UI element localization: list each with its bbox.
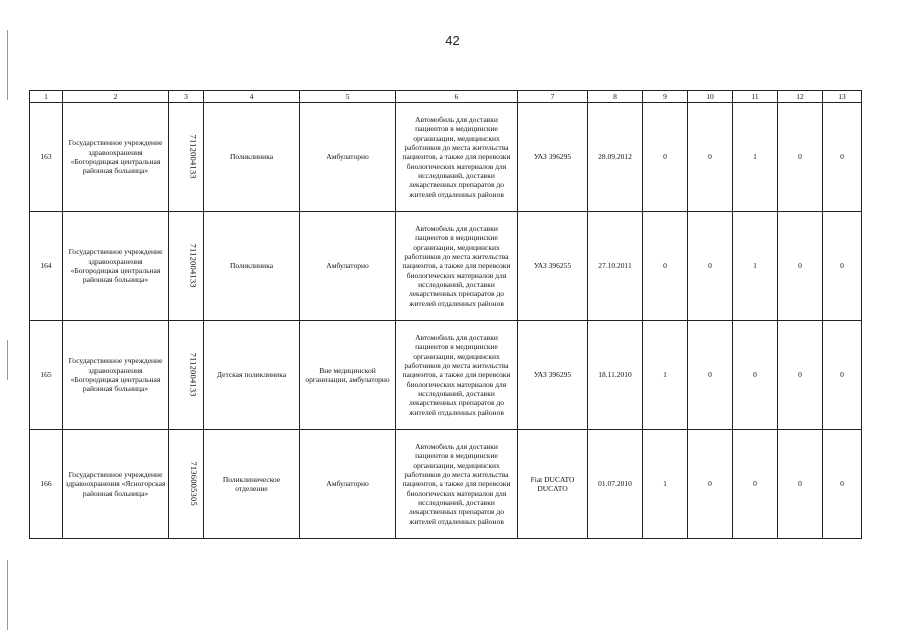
vehicle-model: Fiat DUCATO DUCATO (518, 430, 588, 539)
table-row (30, 212, 862, 321)
count-col-13: 0 (823, 430, 862, 539)
count-col-13: 0 (823, 103, 862, 212)
column-number: 7 (518, 91, 588, 103)
count-col-12: 0 (778, 212, 823, 321)
count-col-9: 1 (643, 321, 688, 430)
row-number: 164 (30, 212, 63, 321)
column-number: 6 (396, 91, 518, 103)
institution-name: Государственное учреждение здравоохранения «Богородицкая центральная районная больница» (63, 103, 169, 212)
table-row (30, 321, 862, 430)
institution-name: Государственное учреждение здравоохранения «Богородицкая центральная районная больница» (63, 321, 169, 430)
count-col-9: 1 (643, 430, 688, 539)
vehicle-purpose: Автомобиль для доставки пациентов в медицинские организации, медицинских работников до места жительства пациентов, а также для перевозки биологических материалов для исследований, доставки лекарственных препаратов до жителей отдаленных районов (396, 321, 518, 430)
column-number: 4 (204, 91, 300, 103)
table-row (30, 430, 862, 539)
count-col-13: 0 (823, 321, 862, 430)
inn-value: 7136005305 (188, 461, 199, 507)
count-col-10: 0 (688, 321, 733, 430)
column-number: 9 (643, 91, 688, 103)
table-row (30, 103, 862, 212)
count-col-12: 0 (778, 430, 823, 539)
care-type: Вне медицинской организации, амбулаторно (300, 321, 396, 430)
vehicle-purpose: Автомобиль для доставки пациентов в медицинские организации, медицинских работников до места жительства пациентов, а также для перевозки биологических материалов для исследований, доставки лекарственных препаратов до жителей отдаленных районов (396, 430, 518, 539)
column-number: 5 (300, 91, 396, 103)
vehicle-purpose: Автомобиль для доставки пациентов в медицинские организации, медицинских работников до места жительства пациентов, а также для перевозки биологических материалов для исследований, доставки лекарственных препаратов до жителей отдаленных районов (396, 212, 518, 321)
registration-date: 28.09.2012 (588, 103, 643, 212)
inn-value: 7112004133 (188, 352, 199, 398)
scan-margin-mark (7, 340, 8, 380)
page-number: 42 (445, 33, 460, 48)
subdivision: Поликлиника (204, 103, 300, 212)
scan-margin-mark (7, 560, 8, 630)
inn-cell (169, 103, 204, 212)
inn-cell (169, 430, 204, 539)
column-number: 3 (169, 91, 204, 103)
care-type: Амбулаторно (300, 212, 396, 321)
count-col-10: 0 (688, 212, 733, 321)
institution-name: Государственное учреждение здравоохранения «Ясногорская районная больница» (63, 430, 169, 539)
count-col-11: 1 (733, 103, 778, 212)
institution-name: Государственное учреждение здравоохранения «Богородицкая центральная районная больница» (63, 212, 169, 321)
column-number: 2 (63, 91, 169, 103)
column-number: 11 (733, 91, 778, 103)
inn-cell (169, 212, 204, 321)
count-col-9: 0 (643, 103, 688, 212)
registration-date: 27.10.2011 (588, 212, 643, 321)
inn-value: 7112004133 (188, 134, 199, 180)
registration-date: 01.07.2010 (588, 430, 643, 539)
count-col-11: 1 (733, 212, 778, 321)
column-number-row (30, 91, 862, 103)
column-number: 13 (823, 91, 862, 103)
count-col-9: 0 (643, 212, 688, 321)
column-number: 1 (30, 91, 63, 103)
care-type: Амбулаторно (300, 103, 396, 212)
column-number: 8 (588, 91, 643, 103)
count-col-12: 0 (778, 321, 823, 430)
count-col-11: 0 (733, 430, 778, 539)
vehicle-model: УАЗ 396295 (518, 103, 588, 212)
count-col-10: 0 (688, 103, 733, 212)
vehicle-registry-table (29, 90, 862, 539)
row-number: 163 (30, 103, 63, 212)
count-col-12: 0 (778, 103, 823, 212)
row-number: 165 (30, 321, 63, 430)
row-number: 166 (30, 430, 63, 539)
count-col-13: 0 (823, 212, 862, 321)
registration-date: 18.11.2010 (588, 321, 643, 430)
subdivision: Детская поликлиника (204, 321, 300, 430)
vehicle-model: УАЗ 396295 (518, 321, 588, 430)
vehicle-purpose: Автомобиль для доставки пациентов в медицинские организации, медицинских работников до места жительства пациентов, а также для перевозки биологических материалов для исследований, доставки лекарственных препаратов до жителей отдаленных районов (396, 103, 518, 212)
subdivision: Поликлиника (204, 212, 300, 321)
count-col-11: 0 (733, 321, 778, 430)
vehicle-model: УАЗ 396255 (518, 212, 588, 321)
inn-value: 7112004133 (188, 243, 199, 289)
column-number: 10 (688, 91, 733, 103)
column-number: 12 (778, 91, 823, 103)
count-col-10: 0 (688, 430, 733, 539)
inn-cell (169, 321, 204, 430)
care-type: Амбулаторно (300, 430, 396, 539)
subdivision: Поликлиническое отделение (204, 430, 300, 539)
